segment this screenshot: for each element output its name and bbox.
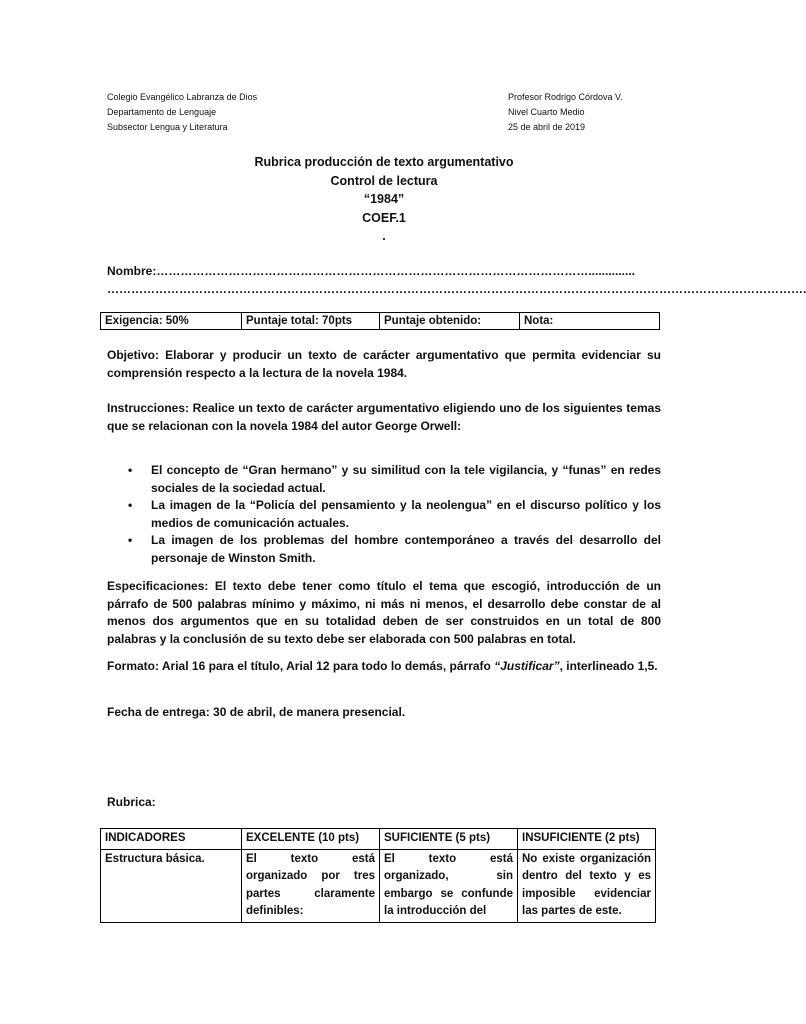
school-header xyxy=(107,90,257,135)
especificaciones-paragraph xyxy=(107,578,661,648)
header-excelente: EXCELENTE (10 pts) xyxy=(242,829,380,850)
list-item xyxy=(107,532,661,567)
table-row xyxy=(101,829,656,850)
formato-after: , interlineado 1,5. xyxy=(559,659,658,673)
tema-text: La imagen de la “Policía del pensamiento y la neolengua” en el discurso político y los medios de comunicación actuales. xyxy=(151,498,661,530)
indicador-cell: Estructura básica. xyxy=(101,849,242,922)
bullet-icon: • xyxy=(128,533,133,547)
rubric-table xyxy=(100,828,656,923)
header-indicadores: INDICADORES xyxy=(101,829,242,850)
table-row xyxy=(101,849,656,922)
exigencia-cell: Exigencia: 50% xyxy=(101,313,242,330)
tema-text: El concepto de “Gran hermano” y su similitud con la tele vigilancia, y “funas” en redes sociales de la sociedad actual. xyxy=(151,463,661,495)
excelente-cell: El texto está organizado por tres partes claramente definibles: xyxy=(242,849,380,922)
fecha-paragraph xyxy=(107,704,661,722)
formato-paragraph xyxy=(107,658,661,676)
instrucciones-paragraph xyxy=(107,400,661,435)
rubrica-heading xyxy=(107,794,661,812)
header-insuficiente: INSUFICIENTE (2 pts) xyxy=(518,829,656,850)
formato-before: Formato: Arial 16 para el título, Arial 12 para todo lo demás, párrafo xyxy=(107,659,495,673)
document-title xyxy=(0,153,768,246)
name-field-line-2: …………………………………………………………………………………………………………………………………………………………. xyxy=(107,282,806,296)
name-field: Nombre:……………………………………………………………………………………………….............. xyxy=(107,264,636,278)
department: Departamento de Lenguaje xyxy=(107,107,217,117)
objetivo-paragraph xyxy=(107,347,661,382)
grade-level: Nivel Cuarto Medio xyxy=(508,107,585,117)
title-line-3: “1984” xyxy=(363,192,405,206)
formato-italic: “Justificar” xyxy=(494,659,560,673)
suficiente-cell: El texto está organizado, sin embargo se confunde la introducción del xyxy=(380,849,518,922)
score-info-table xyxy=(100,312,660,330)
teacher-header xyxy=(508,90,623,135)
title-line-2: Control de lectura xyxy=(330,173,438,188)
list-item xyxy=(107,497,661,532)
title-line-5: . xyxy=(382,229,386,243)
temas-list xyxy=(107,462,661,567)
tema-text: La imagen de los problemas del hombre contemporáneo a través del desarrollo del personaje de Winston Smith. xyxy=(151,533,661,565)
puntaje-total-cell: Puntaje total: 70pts xyxy=(242,313,380,330)
rubrica-label: Rubrica: xyxy=(107,795,156,809)
formato-text xyxy=(107,658,661,676)
especificaciones-text: Especificaciones: El texto debe tener como título el tema que escogió, introducción de un párrafo de 500 palabras mínimo y máximo, ni más ni menos, el desarrollo debe constar de al menos dos argumentos que en su totalidad deben de ser construidos en un total de 800 palabras y la conclusión de su texto debe ser elaborada con 500 palabras en total. xyxy=(107,579,661,646)
teacher-name: Profesor Rodrigo Córdova V. xyxy=(508,92,623,102)
subsector: Subsector Lengua y Literatura xyxy=(107,122,228,132)
insuficiente-cell: No existe organización dentro del texto y es imposible evidenciar las partes de este. xyxy=(518,849,656,922)
instrucciones-text: Instrucciones: Realice un texto de carácter argumentativo eligiendo uno de los siguientes temas que se relacionan con la novela 1984 del autor George Orwell: xyxy=(107,401,661,433)
list-item xyxy=(107,462,661,497)
bullet-icon: • xyxy=(128,463,133,477)
document-date: 25 de abril de 2019 xyxy=(508,122,586,132)
nota-cell: Nota: xyxy=(520,313,660,330)
title-line-1: Rubrica producción de texto argumentativo xyxy=(254,155,514,169)
header-suficiente: SUFICIENTE (5 pts) xyxy=(380,829,518,850)
school-name: Colegio Evangélico Labranza de Dios xyxy=(107,92,258,102)
fecha-text: Fecha de entrega: 30 de abril, de manera presencial. xyxy=(107,705,406,719)
puntaje-obtenido-cell: Puntaje obtenido: xyxy=(380,313,520,330)
title-line-4: COEF.1 xyxy=(362,210,406,225)
bullet-icon: • xyxy=(128,498,133,512)
objetivo-text: Objetivo: Elaborar y producir un texto de carácter argumentativo que permita evidenciar su comprensión respecto a la lectura de la novela 1984. xyxy=(107,348,661,380)
